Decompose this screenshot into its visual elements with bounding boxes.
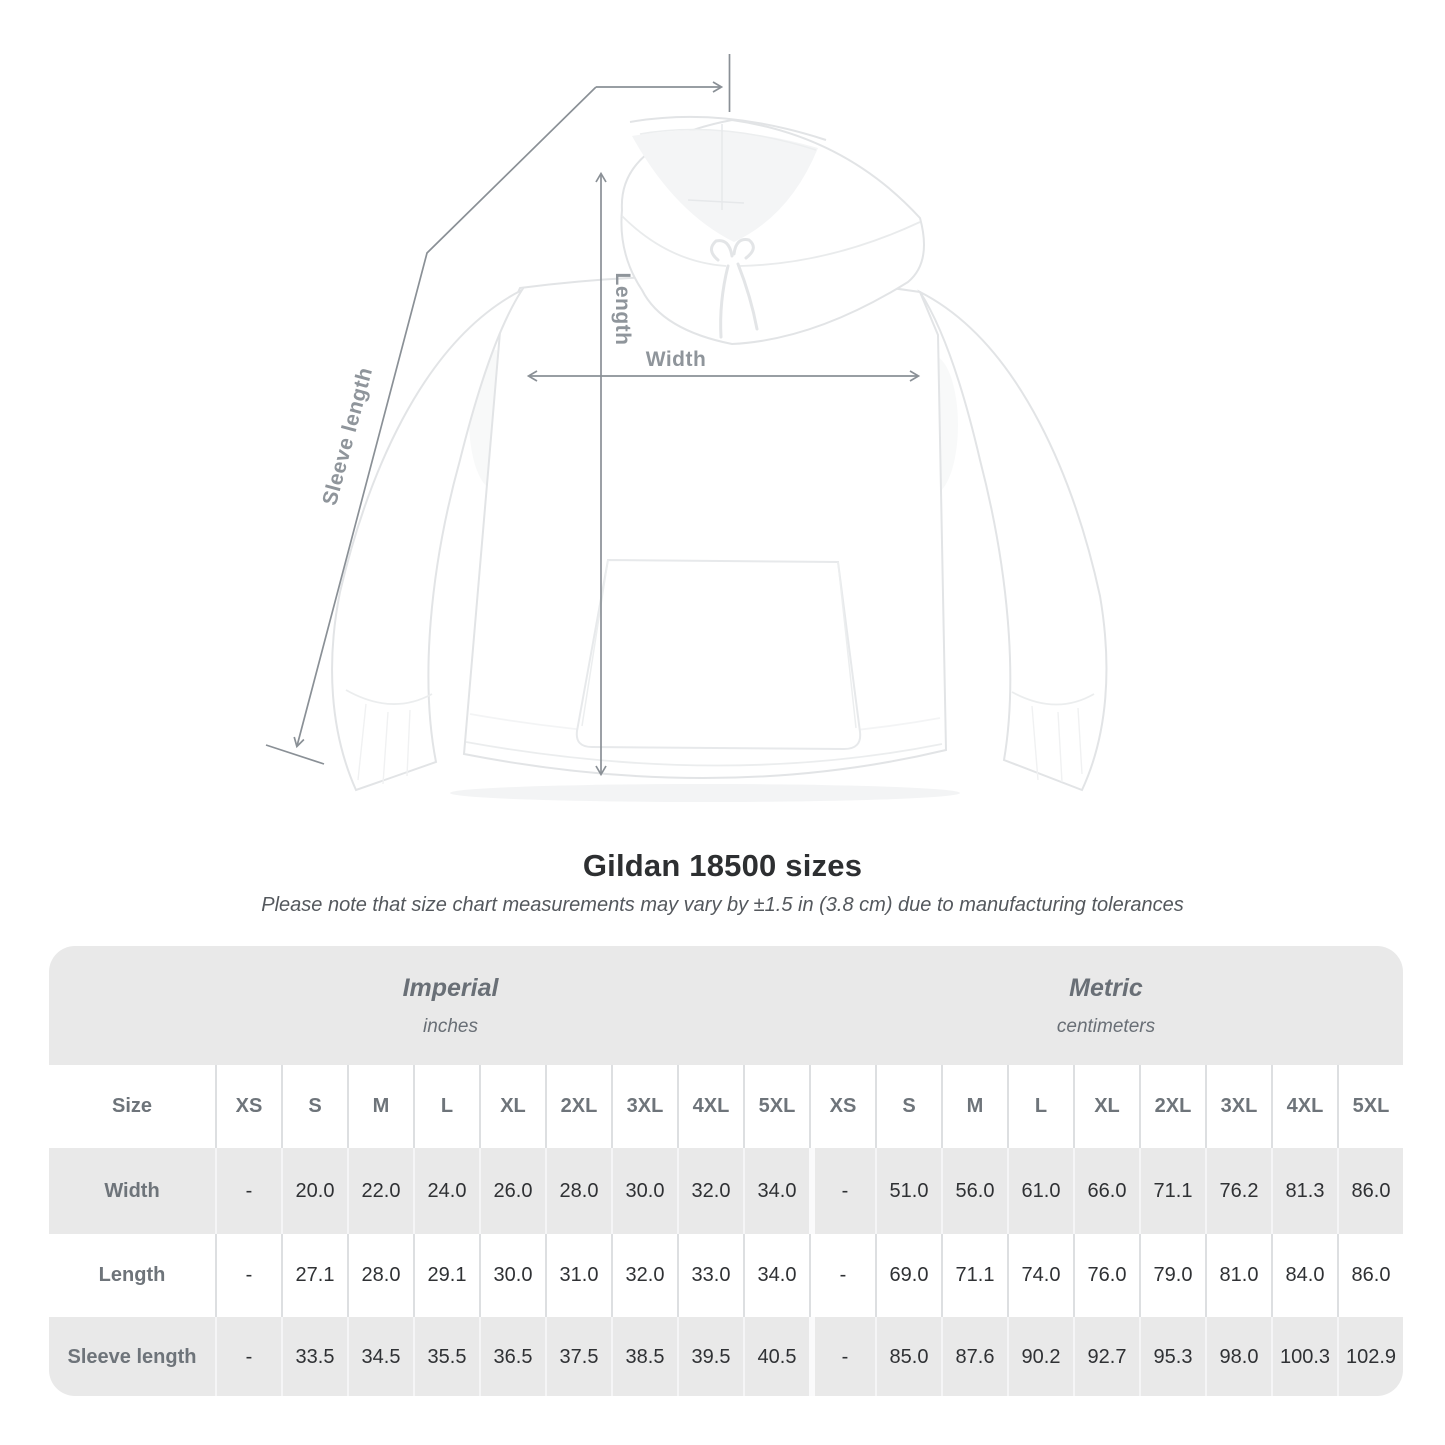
value-cell: 85.0	[875, 1317, 941, 1396]
value-cell: 84.0	[1271, 1234, 1337, 1317]
metric-unit-header	[809, 946, 1403, 1065]
value-cell: 31.0	[545, 1234, 611, 1317]
value-cell: -	[215, 1234, 281, 1317]
size-header-cell: 2XL	[1139, 1065, 1205, 1148]
row-label: Length	[49, 1234, 215, 1317]
size-header-row	[49, 1065, 1403, 1148]
value-cell: -	[215, 1317, 281, 1396]
size-header-cell: 5XL	[743, 1065, 809, 1148]
size-table-container	[49, 946, 1403, 1396]
value-cell: 51.0	[875, 1148, 941, 1234]
imperial-unit-header	[49, 946, 809, 1065]
value-cell: -	[215, 1148, 281, 1234]
length-measure-label: Length	[611, 272, 634, 346]
value-cell: 34.0	[743, 1234, 809, 1317]
row-label: Width	[49, 1148, 215, 1234]
hoodie-product-image	[270, 85, 1150, 815]
value-cell: 40.5	[743, 1317, 809, 1396]
value-cell: 61.0	[1007, 1148, 1073, 1234]
page-title: Gildan 18500 sizes	[582, 848, 863, 883]
value-cell: 33.5	[281, 1317, 347, 1396]
value-cell: -	[809, 1234, 875, 1317]
value-cell: 28.0	[347, 1234, 413, 1317]
value-cell: 24.0	[413, 1148, 479, 1234]
value-cell: 81.0	[1205, 1234, 1271, 1317]
value-cell: 35.5	[413, 1317, 479, 1396]
value-cell: 74.0	[1007, 1234, 1073, 1317]
value-cell: 26.0	[479, 1148, 545, 1234]
value-cell: 95.3	[1139, 1317, 1205, 1396]
value-cell: 102.9	[1337, 1317, 1403, 1396]
tolerance-note: Please note that size chart measurements may vary by ±1.5 in (3.8 cm) due to manufacturing tolerances	[261, 894, 1184, 916]
hoodie-pocket	[577, 560, 860, 749]
value-cell: 98.0	[1205, 1317, 1271, 1396]
value-cell: 81.3	[1271, 1148, 1337, 1234]
value-cell: 22.0	[347, 1148, 413, 1234]
value-cell: 79.0	[1139, 1234, 1205, 1317]
value-cell: 27.1	[281, 1234, 347, 1317]
value-cell: 76.0	[1073, 1234, 1139, 1317]
value-cell: 76.2	[1205, 1148, 1271, 1234]
value-cell: 38.5	[611, 1317, 677, 1396]
size-header-cell: 3XL	[611, 1065, 677, 1148]
size-table	[49, 946, 1403, 1396]
value-cell: -	[809, 1148, 875, 1234]
value-cell: 30.0	[611, 1148, 677, 1234]
value-cell: 66.0	[1073, 1148, 1139, 1234]
size-header-cell: 4XL	[1271, 1065, 1337, 1148]
sleeve-length-row	[49, 1317, 1403, 1396]
value-cell: 87.6	[941, 1317, 1007, 1396]
value-cell: 33.0	[677, 1234, 743, 1317]
length-row	[49, 1234, 1403, 1317]
value-cell: 34.5	[347, 1317, 413, 1396]
size-header-cell: XS	[809, 1065, 875, 1148]
unit-header-row	[49, 946, 1403, 1065]
value-cell: 100.3	[1271, 1317, 1337, 1396]
value-cell: 36.5	[479, 1317, 545, 1396]
size-header-cell: 4XL	[677, 1065, 743, 1148]
value-cell: 92.7	[1073, 1317, 1139, 1396]
size-header-cell: 2XL	[545, 1065, 611, 1148]
size-header-cell: 5XL	[1337, 1065, 1403, 1148]
row-label: Sleeve length	[49, 1317, 215, 1396]
size-header-cell: S	[281, 1065, 347, 1148]
imperial-units: inches	[423, 1015, 478, 1037]
width-row	[49, 1148, 1403, 1234]
value-cell: 32.0	[611, 1234, 677, 1317]
size-header-cell: L	[1007, 1065, 1073, 1148]
value-cell: 28.0	[545, 1148, 611, 1234]
value-cell: 30.0	[479, 1234, 545, 1317]
value-cell: 32.0	[677, 1148, 743, 1234]
width-measure-label: Width	[645, 348, 707, 371]
value-cell: 71.1	[941, 1234, 1007, 1317]
value-cell: 90.2	[1007, 1317, 1073, 1396]
value-cell: 69.0	[875, 1234, 941, 1317]
value-cell: 86.0	[1337, 1234, 1403, 1317]
value-cell: 86.0	[1337, 1148, 1403, 1234]
metric-label: Metric	[1069, 973, 1143, 1002]
value-cell: 29.1	[413, 1234, 479, 1317]
imperial-label: Imperial	[402, 973, 499, 1002]
size-header-cell: S	[875, 1065, 941, 1148]
value-cell: 39.5	[677, 1317, 743, 1396]
value-cell: -	[809, 1317, 875, 1396]
size-header-cell: 3XL	[1205, 1065, 1271, 1148]
value-cell: 71.1	[1139, 1148, 1205, 1234]
size-header-cell: XS	[215, 1065, 281, 1148]
value-cell: 56.0	[941, 1148, 1007, 1234]
size-column-header: Size	[49, 1065, 215, 1148]
sleeve-length-measure-label: Sleeve length	[318, 364, 378, 508]
value-cell: 20.0	[281, 1148, 347, 1234]
value-cell: 37.5	[545, 1317, 611, 1396]
metric-units: centimeters	[1056, 1015, 1156, 1037]
size-header-cell: L	[413, 1065, 479, 1148]
size-header-cell: XL	[479, 1065, 545, 1148]
size-header-cell: M	[347, 1065, 413, 1148]
hoodie-right-sleeve	[920, 292, 1106, 790]
size-header-cell: M	[941, 1065, 1007, 1148]
value-cell: 34.0	[743, 1148, 809, 1234]
size-header-cell: XL	[1073, 1065, 1139, 1148]
